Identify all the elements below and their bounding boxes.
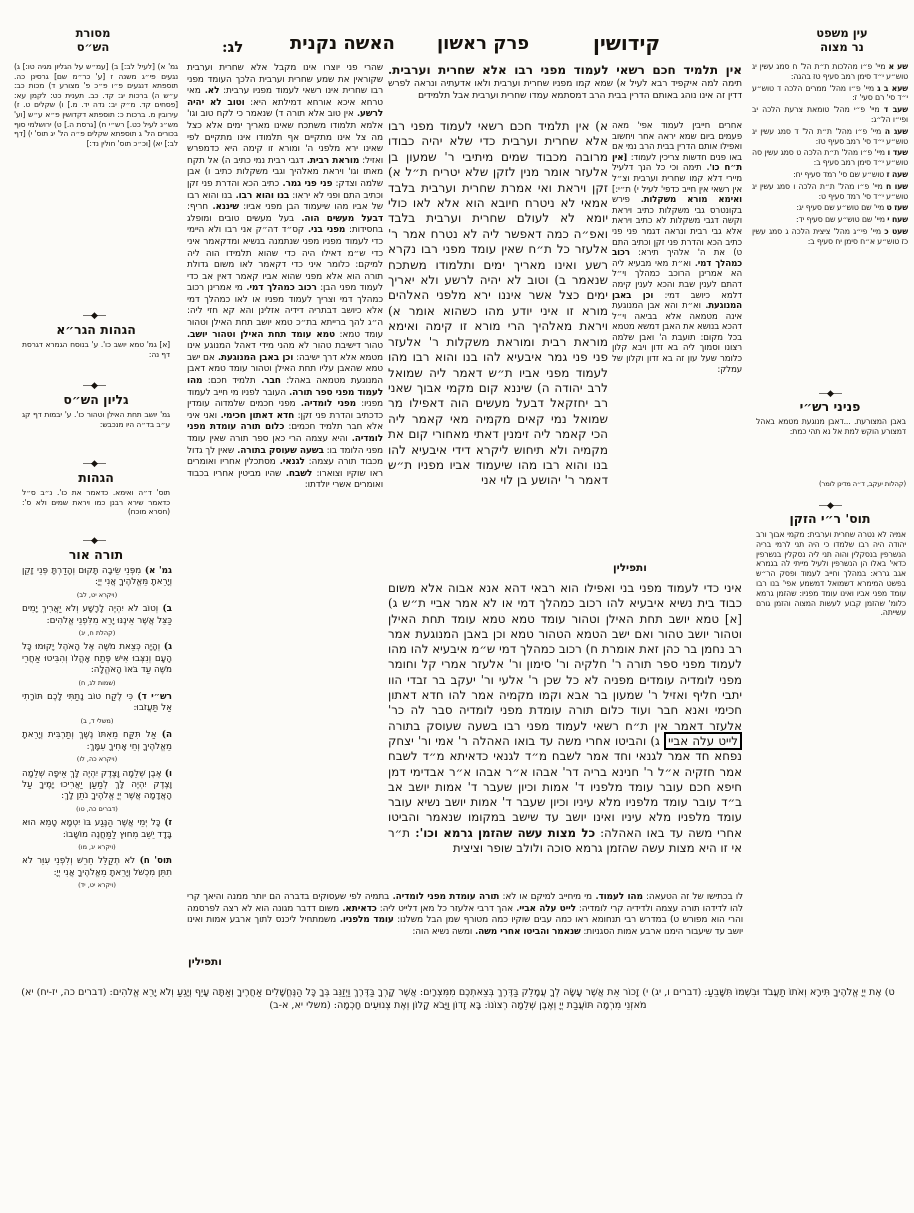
- tosafot-top-block: [388, 63, 742, 119]
- tosafot-ri-hazaken-text: אמיה לא נטרה שחרית וערבית: מקמי אבוך ורב יהודה היה רבו שלמדו כי היה תני לרמי בריה הנשרפין בנסקלין והוה תני ליה נסקלין בנשרפין כדאי' באלו הן הנשרפין ולעיל מייתי לה בגמרא אגב גררא: במהלך וחייב לעמוד ופסק הר״ש בפשט המימרא דשמואל דמשמע אפי' בנו רבו עומד מפני אביו ואינו עומד מפניו: שהזמן גרמא כלומ' שהזמן קבוע לעשות המצוה והזמן גורם עשייתה.: [756, 530, 906, 618]
- hagahot-title: הגהות: [78, 470, 114, 485]
- rashi-segment: חדא דאתון חכימי.ואני איני אלא חבר תלמיד חכמים:: [187, 410, 383, 433]
- rashi-segment: רכוב כמהלך דמי.מי אמרינן רכוב כמהלך דמי וצריך לעמוד מפניו או לאו כמהלך דמי אלא כיושב דבתריה דידיה אזלינן והא קא חזי ליה: ה״ג להך ברייתא בת״כ טמא יושב תחת האילן וטהור עומד טמא:: [187, 283, 383, 340]
- torah-or-verse: ב)וְטוֹב לֹא יִהְיֶה לָרָשָׁע וְלֹא יַאֲרִיךְ יָמִים כַּצֵּל אֲשֶׁר אֵינֶנּוּ יָרֵא מִלִּפְנֵי אֱלֹהִים: (קהלת ח, יג): [22, 604, 172, 638]
- chapter-name: האשה נקנית: [290, 33, 395, 54]
- torah-or-verse: תוס' ח)לֹא תְקַלֵּל חֵרֵשׁ וְלִפְנֵי עִוֵּר לֹא תִתֵּן מִכְשֹׁל וְיָרֵאתָ מֵאֱלֹהֶיךָ אֲנִי יְיָ: (ויקרא יט, יד): [22, 856, 172, 890]
- divider-ornament: ―◆―: [819, 390, 841, 398]
- divider-ornament: ―◆―: [83, 382, 105, 390]
- rashi-segment: וטוב לא יהיה לרשע.אין טוב אלא תורה ד) שנאמר כי לקח טוב וגו' אלמא תלמודו משתכח שאינו מאריך ימים אלא כצל מה צל אינו מתקיים אף תלמודו אינו מתקיים לפי שאינו ירא מלפני ה' ומורא זו קימה היא כדמפרש ואזיל:: [187, 97, 383, 166]
- rashi-bottom-segment: לייט עלה אביי.אהך דרבי אלעזר כל מאן דלייט ליה:: [379, 903, 576, 914]
- rashi-segment: לשבח.שהיו מביטין אחריו בכבוד ואומרים אשרי יולדתו:: [187, 468, 383, 491]
- torah-or-verse: ג)וְהָיָה כְּצֵאת מֹשֶׁה אֶל הָאֹהֶל יָקוּמוּ כָּל הָעָם וְנִצְּבוּ אִישׁ פֶּתַח אָהֳלוֹ וְהִבִּיטוּ אַחֲרֵי מֹשֶׁה עַד בֹּאוֹ הָאֹהֱלָה: (שמות לג, ח): [22, 642, 172, 687]
- ein-mishpat-entries: שע א מיי' פ״ו מהלכות ת״ת הל' ח סמג עשין יג טוש״ע י״ד סימן רמב סעיף טז בהגה: שעא ב ג מיי' פ״ו מהל' ממרים הלכה ד טוש״ע י״ד סי' רם סעי' ז: שעב ד מיי' פ״י מהל' טומאת צרעת הלכה יב ופי״ו הל״ג: שעג ה מיי' פ״ו מהל' ת״ת הל' ד סמג עשין יג טוש״ע י״ד סי' רמב סעיף טז: שעד ו מיי' פ״ו מהל' ת״ת הלכה ט סמג עשין סה טוש״ע י״ד סימן רמב סעיף ב: שעה ז טוש״ע שם סי' רמד סעיף יח: שעו ח מיי' פ״ו מהל' ת״ת הלכה ו סמג עשין יג טוש״ע י״ד סי' רמד סעיף ט: שעז ט מיי' שם טוש״ע שם סעיף יג: שעח י מיי' שם טוש״ע שם סעיף יד: שעט כ מיי' פי״ג מהל' ציצית הלכה ג סמג עשין כז טוש״ע א״ח סימן יח סעיף ב:: [752, 62, 908, 246]
- torah-or-verses: [22, 566, 172, 980]
- rashi-bottom-segment: שנאמר והביטו אחרי משה.ומשה נשיא הוה:: [412, 926, 581, 937]
- rashi-segment: שהרי פני יוצרו אינו מקבל אלא שחרית וערבית שקוראין את שמע שחרית וערבית הלכך העומד מפני רבו שחרית אינו רשאי לעמוד מפניו ערבית:: [187, 63, 383, 97]
- masoret-hashas-header: [38, 26, 148, 54]
- divider-ornament: ―◆―: [83, 460, 105, 468]
- rashi-bottom-segment: מהו לעמוד.מי מיחייב למיקם או לא:: [502, 892, 643, 902]
- rashi-segment: טמא עומד תחת האילן וטהור יושב.טהור דישיבת טהור לא מהני מידי דאהל המנוגע אינו מטמא אלא דרך ישיבה:: [187, 329, 383, 363]
- ein-mishpat-header-line1: עין משפט: [816, 26, 868, 40]
- rashi-segment: שיננא.חריף:: [187, 202, 239, 213]
- pnine-rashi-text: באבן המצורעת. ...דאבן מנוגעת מטמא באהל דמצורע הוקש למת אל נא תהי כמת:: [756, 417, 906, 436]
- masoret-header-line2: הש״ס: [76, 40, 110, 54]
- tosafot-segment: [אין ת״ח כו'.תימה וכי כל הנך דלעיל מיירי דלא קמו שחרית וערבית וצ״ל אין רשאי אין חייב כדפי' לעיל י) ת״י:]: [612, 152, 742, 195]
- gemara-wide-block: [388, 581, 742, 889]
- rashi-segment: מפני לומדיה.מפני חכמים שלמדוה עומדין כדכתיב והדרת פני זקן:: [187, 399, 383, 421]
- divider-ornament: ―◆―: [83, 537, 105, 545]
- rashi-bottom-block: [187, 892, 743, 954]
- rashi-segment: בנו והוא רבו.בנו והוא רבו של אביו מהו שיעמוד הבן מפני אביו:: [187, 190, 383, 213]
- hagahot-hagra-text: [א] גמ' טמא יושב כו'. ע' בנוסח הגמרא דגרסת דף נה:: [22, 340, 170, 359]
- tosafot-segment: ואימא מורא משקלות.פירש בקונטרס גבי משקלות כתיב ויראת וקשה דגבי משקלות לא כתיב ויראת אלא גבי רבית ונראה דגמר פני פני כתיב הכא והדרת פני זקן וכתיב התם ט) את ה' אלהיך תירא:: [612, 195, 742, 259]
- gemara-wide-after: ג) והביטו אחרי משה עד בואו האהלה ר' אמי ור' יצחק נפחא חד אמר לגנאי וחד אמר לשבח מ״ד לגנאי כדאיתא מ״ד לשבח אמר חזקיה א״ל ר' חנינא בריה דר' אבהו א״ר אבהו א״ר אבדימי דמן חיפא חכם עובר עומד מלפניו ד' אמות וכיון שעבר ד' אמות יושב אב ב״ד עובר עומד מלפניו מלא עיניו וכיון שעבר ד' אמות יושב נשיא עובר עומד מלפניו מלא עיניו ואינו יושב עד שישב במקומו שנאמר והביטו אחרי משה עד באו האהלה:: [388, 733, 742, 840]
- page-catchword: ותפילין: [188, 956, 222, 968]
- tosafot-catchword: ותפילין: [613, 562, 647, 574]
- pnine-rashi-title: פניני רש״י: [799, 399, 861, 414]
- rashi-segment: כלום תורה עומדת מפני לומדיה.והיא עצמה הרי כאן ספר תורה שאין עומד מפני הלומד בו:: [187, 422, 383, 456]
- gemara-column: א) אין תלמיד חכם רשאי לעמוד מפני רבו אלא שחרית וערבית כדי שלא יהיה כבודו מרובה מכבוד שמים מיתיבי ר' שמעון בן אלעזר אומר מנין לזקן שלא יטריח ת״ל א) זקן ויראת ואי אמרת שחרית וערבית בלבד אמאי לא ניטרח חיובא הוא אלא לאו כולי יומא לא לעולם שחרית וערבית בלבד ואפ״ה כמה דאפשר ליה לא נטרח אמר ר' אלעזר כל ת״ח שאין עומד מפני רבו נקרא רשע ואינו מאריך ימים ותלמודו משתכח שנאמר ב) וטוב לא יהיה לרשע ולא יאריך ימים כצל אשר איננו ירא מלפני האלהים מורא זו איני יודע מהו כשהוא אומר א) ויראת מאלהיך הרי מורא זו קימה ואימא מוראת רבית ומוראת משקלות ר' אלעזר פני פני גמר איבעיא להו בנו והוא רבו מהו לעמוד מפני אביו ת״ש דאמר ליה שמואל לרב יהודה ה) שיננא קום מקמי אבוך שאני רב יחזקאל דבעל מעשים הוה דאפילו מר שמואל נמי קאים מקמיה מאי קאמר ליה הכי קאמר ליה זימנין דאתי מאחורי קום את מקמיה ולא תיחוש ליקרא דידי איבעיא להו בנו והוא רבו מהו שיעמוד אביו מפניו ת״ש דאמר ר' יהושע בן לוי אני: [388, 119, 608, 488]
- rashi-segment: פני פני גמר.כתיב הכא והדרת פני זקן וכתיב התם ופני לא יראו:: [187, 178, 383, 201]
- tosafot-segment: אחרים חייבין לעמוד אפי' מאה פעמים ביום שמא יראה אחר ויחשוב ואפילו אותם הדרין בבית הרב נמי אם באו פנים חדשות צריכין לעמוד:: [612, 121, 742, 163]
- perek-label: פרק ראשון: [437, 33, 530, 54]
- tosafot-column: [612, 121, 742, 559]
- torah-or-verse: רש״י ד)כִּי לֶקַח טוֹב נָתַתִּי לָכֶם תּוֹרָתִי אַל תַּעֲזֹבוּ: (משלי ד, ב): [22, 692, 172, 725]
- rashi-segment: מהו לעמוד מפני ספר תורה.העובר לפניו מי חייב לעמוד מפניו:: [187, 376, 383, 410]
- gemara-wide-before: איני כדי לעמוד מפני בני ואפילו הוא רבאי דהא אנא אבוה אלא משום כבוד בית נשיא איבעיא להו רכוב כמהלך דמי או לא אמר אביי ת״ש ג) [א] טמא יושב תחת האילן וטהור עומד טמא טמא עומד תחת האילן וטהור יושב טהור ואם ישב הטמא הטהור טמא וכן באבן המנוגעת אמר רב נחמן בר כהן זאת אומרת ח) רכוב כמהלך דמי ש״מ איבעיא להו מהו לעמוד מפני ספר תורה ר' חלקיה ור' סימון ור' אלעזר אמרי קל וחומר מפני לומדיה עומדים מפניה לא כל שכן ר' אלעי ור' יעקב בר זבדי הוו יתבי חליף ואזיל ר' שמעון בר אבא וקמו מקמיה אמר להו חדא דאתון חכימי ואנא חבר ועוד כלום תורה עומדת מפני לומדיה סבר לה כר' אלעזר דאמר אין ת״ח רשאי לעמוד מפני רבו בשעה שעוסק בתורה: [388, 581, 742, 733]
- hagahot-hagra-title: הגהות הגר״א: [56, 322, 136, 337]
- hagahot-text: תוס' ד״ה ואימא. כדאמר את כו'. נ״ב ס״ל כדאמר שירא רבנן כמו ויראת שמים ולא ס': (חסרא מוכח): [22, 488, 170, 517]
- gilyon-hashas-title: גליון הש״ס: [63, 392, 129, 407]
- ein-mishpat-header-line2: נר מצוה: [820, 40, 864, 54]
- rashi-segment: מפני בני.קס״ד דה״ק אני רבו ולא היימי כדי לעמוד מפניו מפני שנתמנה בנשיא ומדקאמר איני כדי ש״מ דאילו היה כדי שהוא תלמידו הוה ליה למיקם: כלומר איני כדי דקאמר לאו משום גדולת תורה הוא אלא מפני שהוא אביו קאמר דאין אב כדי לעמוד מפני הבן:: [187, 225, 383, 294]
- rashi-column: [187, 63, 383, 891]
- bottom-verses: ט) אֶת יְיָ אֱלֹהֶיךָ תִּירָא וְאֹתוֹ תַעֲבֹד וּבִשְׁמוֹ תִּשָּׁבֵעַ: (דברים ו, יג) י) זָכוֹר אֵת אֲשֶׁר עָשָׂה לְךָ עֲמָלֵק בַּדֶּרֶךְ בְּצֵאתְכֶם מִמִּצְרָיִם: אֲשֶׁר קָרְךָ בַּדֶּרֶךְ וַיְזַנֵּב בְּךָ כָּל הַנֶּחֱשָׁלִים אַחֲרֶיךָ וְאַתָּה עָיֵף וְיָגֵעַ וְלֹא יָרֵא אֱלֹהִים: (דברים כה, יז-יח) יא) מֹאזְנֵי מִרְמָה תּוֹעֲבַת יְיָ וְאֶבֶן שְׁלֵמָה רְצוֹנוֹ: בָּא זָדוֹן וַיָּבֹא קָלוֹן וְאֶת צְנוּעִים חָכְמָה: (משלי יא, א-ב): [21, 987, 895, 1011]
- tosafot-segment: רכוב כמהלך דמי.וא״ת מאי מבעיא ליה הא אמרינן הרוכב כמהלך וי״ל דהתם לענין שבת והכא לענין קימה דלמא כיושב דמי:: [612, 248, 742, 301]
- masoret-hashas-text: גמ' א) [לעיל לב:] ב) [עמ״ש על הגליון מגיה טו:] ג) נגעים פי״ג משנה ז [ע' כר״מ שם] גרסינן כה. תוספתא דנגעים פ״ו פ״כ פ' מצורע ד) מכות כב: ע״ש ה) ברכות יג: קד. כב. תענית כט: לקמן עא: [פסחים קד. מ״ק יב: נדה יד. מ.] ו) שקלים ט. ז) עירובין מ. ברכות כ: תוספתא דקדושין פ״א ע״ש [וע' מש״נ לעיל כט.] רש״י ח) [גרסת ה.] ט) ירושלמי סוף בכורים הל' ג תוספתא שקלים פ״ה הל' יג תוס' י) [דף לב:] יא) [וכ״כ תוס' חולין נד:]: [14, 62, 178, 148]
- rashi-bottom-segment: עומד מלפניו.משמתחיל ליכנס לתוך ארבע אמות ואינו יושב עד שיעבור הימנו ארבע אמות הסגניות:: [187, 915, 743, 937]
- rashi-segment: חבר.תלמיד חכם:: [207, 376, 281, 387]
- rashi-bottom-segment: לו בכתישו של זה הטעאה:: [645, 892, 743, 902]
- torah-or-verse: ז)כָּל יְמֵי אֲשֶׁר הַנֶּגַע בּוֹ יִטְמָא טָמֵא הוּא בָּדָד יֵשֵׁב מִחוּץ לַמַּחֲנֶה מוֹשָׁבוֹ: (ויקרא יג, מו): [22, 818, 172, 851]
- ein-mishpat-header: [786, 26, 898, 54]
- mishna-quote: כל מצות עשה שהזמן גרמא וכו':: [415, 825, 596, 840]
- gemara-wide-end: ת״ר אי זו היא מצות עשה שהזמן גרמא סוכה ולולב שופר וציצית: [388, 825, 742, 856]
- daf-number: לג:: [222, 38, 244, 56]
- tosafot-segment: תועבת ה' ואבן שלמה רצונו וסמוך ליה בא זדון ויבא קלון כלומר שעל עון זה בא זדון וקלון של עמלק:: [612, 332, 742, 375]
- rashi-segment: מוראת רבית.דגבי רבית נמי כתיב ה) אל תקח מאתו וגו' ויראת מאלהיך וגבי משקלות כתיב ו) אבן שלמה וצדק:: [187, 155, 383, 189]
- rashi-segment: לגנאי.מסתכלין אחריו ואומרים ראו שוקיו וצוארו:: [187, 457, 383, 479]
- torah-or-verse: ה)אַל תִּקַּח מֵאִתּוֹ נֶשֶׁךְ וְתַרְבִּית וְיָרֵאתָ מֵאֱלֹהֶיךָ וְחֵי אָחִיךָ עִמָּךְ: (ויקרא כה, לו): [22, 730, 172, 764]
- rashi-segment: בשעה שעוסק בתורה.שאין לך גדול מכבוד תורה עצמה:: [187, 445, 383, 468]
- torah-or-verse: גמ' א)מִפְּנֵי שֵׂיבָה תָּקוּם וְהָדַרְתָּ פְּנֵי זָקֵן וְיָרֵאתָ מֵּאֱלֹהֶיךָ אֲנִי יְיָ: (ויקרא יט, לב): [22, 566, 172, 599]
- torah-or-title: תורה אור: [68, 547, 124, 562]
- tosafot-segment: וכן באבן המנוגעת.וא״ת והא אבן המנוגעת אינה מטמאה אלא בביאה וי״ל דהכא בנושא את האבן דמשא מטמא בכל מקום:: [612, 290, 742, 343]
- rashi-bottom-segment: תורה עומדת מפני לומדיה.בתמיה לפי שעסוקים בדברה הם יותר ממנה והיאך קרי להו לדידהו תורה עצמה ולדידיה קרי לומדיה:: [187, 892, 743, 914]
- pnine-rashi-source: (קהלות יעקב, ד״ה מדינן לומר): [819, 480, 906, 488]
- masechet-name: קידושין: [593, 31, 661, 55]
- rashi-segment: וכן באבן המנוגעת.אם ישב טמא שהאבן עליו תחת האילן וטהור עומד טמא דאבן המנוגעת מטמאה באהל:: [187, 352, 383, 387]
- highlight-box: לייט עלה אביי: [664, 732, 742, 750]
- gilyon-hashas-text: גמ' יושב תחת האילן וטהור כו'. ע' יבמות דף קג ע״ב בד״ה היו מנכבש:: [22, 410, 170, 429]
- masoret-header-line1: מסורת: [75, 26, 111, 40]
- tosafot-top-body: תימה למה איקפיד רבא לעיל א) שמא קמו מפניו שחרית וערבית ולאו אדעתיה ונראה לפרש דדין זה אינו נוהג באותם הדרין בבית הרב דמסתמא עמדו שחרית וערבית אבל תלמידים: [388, 78, 742, 101]
- rashi-segment: דבעל מעשים הוה.בעל מעשים טובים ומופלג בחסידות:: [187, 213, 383, 236]
- tosafot-ri-hazaken-title: תוס' ר״י הזקן: [789, 511, 871, 526]
- tosafot-header: אין תלמיד חכם רשאי לעמוד מפני רבו אלא שחרית וערבית.: [388, 63, 742, 77]
- divider-ornament: ―◆―: [83, 312, 105, 320]
- rashi-bottom-segment: כדאיתא.משום דדבר מגונה הוא לא רצה לפרסמה והרי הוא מפורש ט) במדרש רבי תנחומא ראו כמה עבים שוקיו כמה מטורף שמן הבל משלנו:: [187, 903, 743, 926]
- rashi-segment: לא.מאי טרחא איכא אורחא דמילתא היא:: [187, 86, 383, 108]
- divider-ornament: ―◆―: [819, 502, 841, 510]
- torah-or-verse: ו)אֶבֶן שְׁלֵמָה וָצֶדֶק יִהְיֶה לָּךְ אֵיפָה שְׁלֵמָה וָצֶדֶק יִהְיֶה לָּךְ לְמַעַן יַאֲרִיכוּ יָמֶיךָ עַל הָאֲדָמָה אֲשֶׁר יְיָ אֱלֹהֶיךָ נֹתֵן לָךְ: (דברים כה, טו): [22, 768, 172, 813]
